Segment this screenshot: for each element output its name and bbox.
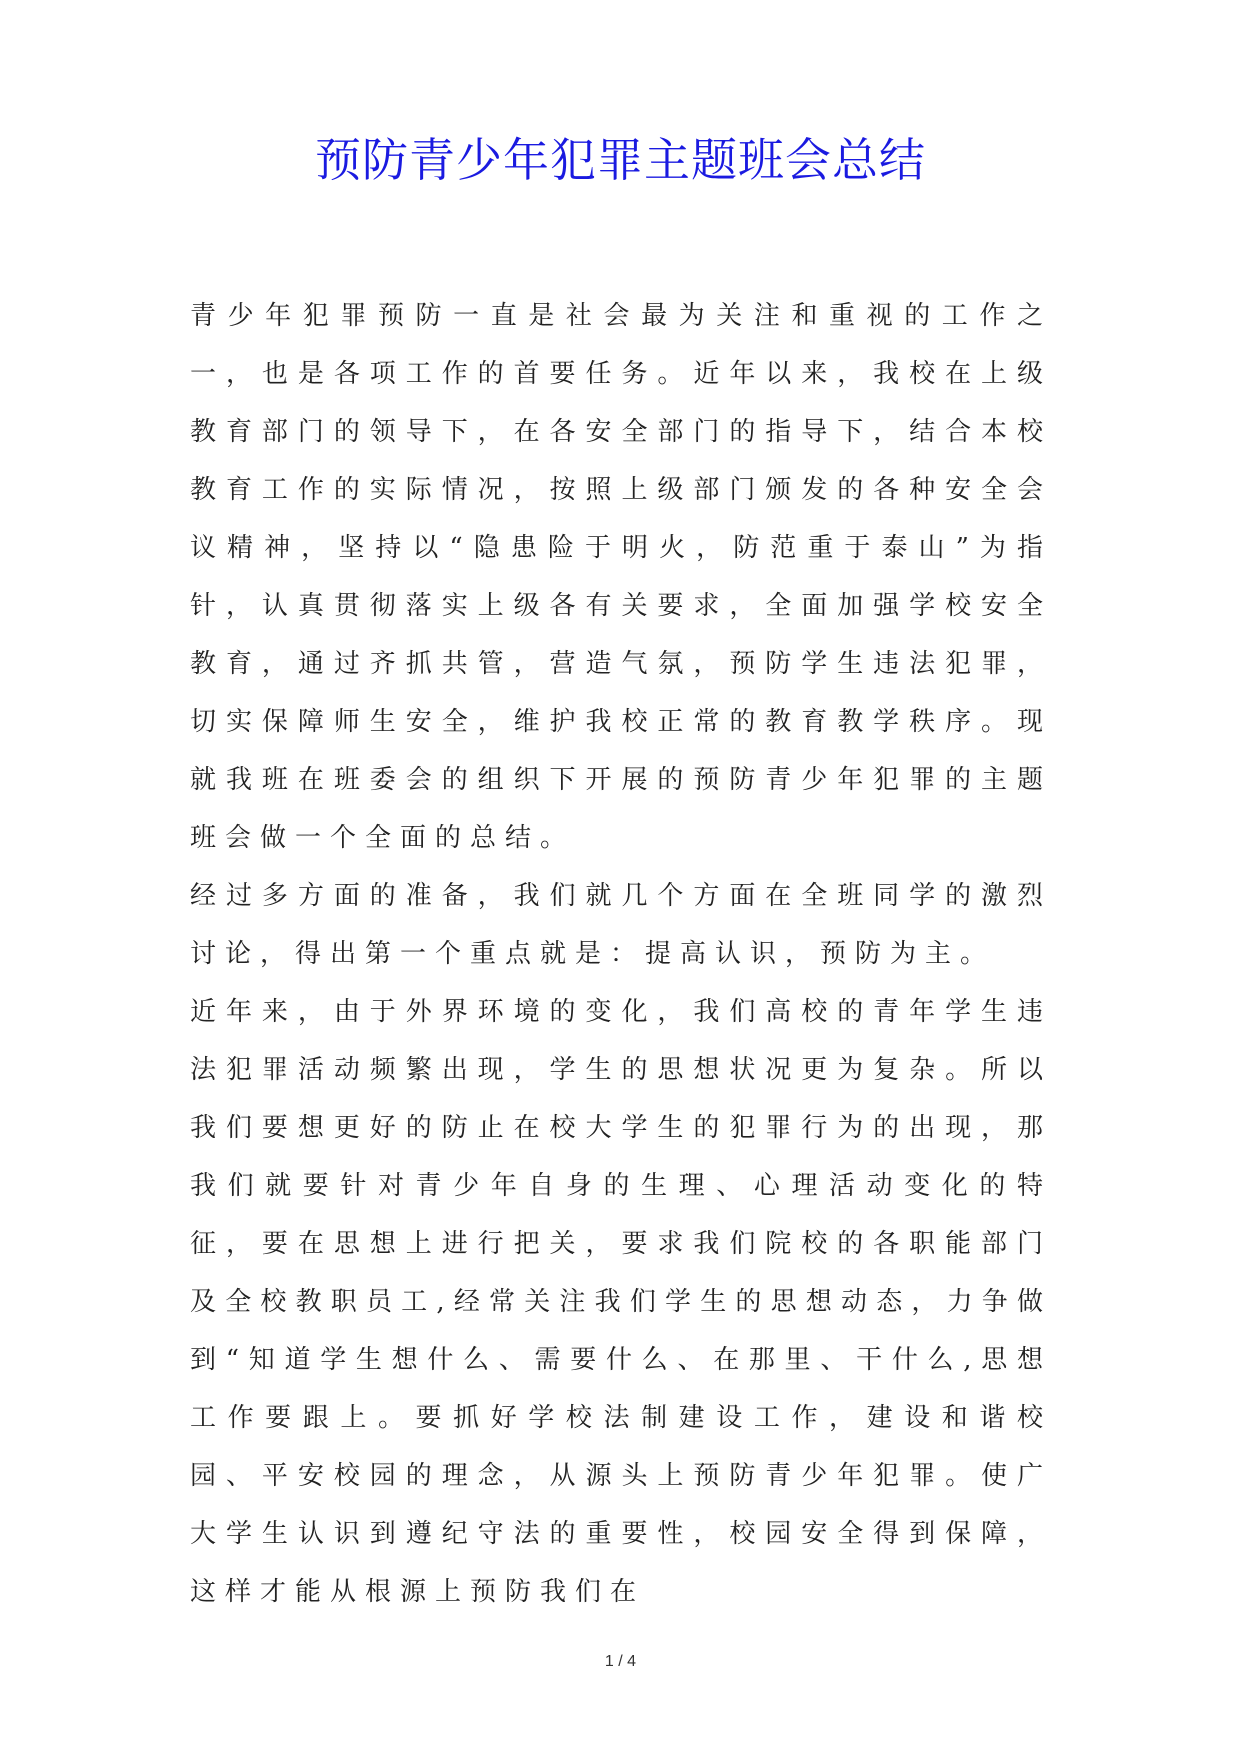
body-paragraph: 近年来，由于外界环境的变化，我们高校的青年学生违法犯罪活动频繁出现，学生的思想状况更为复杂。所以我们要想更好的防止在校大学生的犯罪行为的出现，那我们就要针对青少年自身的生理、心理活动变化的特征，要在思想上进行把关，要求我们院校的各职能部门及全校教职员工,经常关注我们学生的思想动态，力争做到“知道学生想什么、需要什么、在那里、干什么,思想工作要跟上。要抓好学校法制建设工作，建设和谐校园、平安校园的理念，从源头上预防青少年犯罪。使广大学生认识到遵纪守法的重要性，校园安全得到保障，这样才能从根源上预防我们在 <box>190 997 1052 1607</box>
body-paragraph: 青少年犯罪预防一直是社会最为关注和重视的工作之一，也是各项工作的首要任务。近年以来，我校在上级教育部门的领导下，在各安全部门的指导下，结合本校教育工作的实际情况，按照上级部门颁发的各种安全会议精神，坚持以“隐患险于明火，防范重于泰山”为指针，认真贯彻落实上级各有关要求，全面加强学校安全教育，通过齐抓共管，营造气氛，预防学生违法犯罪，切实保障师生安全，维护我校正常的教育教学秩序。现就我班在班委会的组织下开展的预防青少年犯罪的主题班会做一个全面的总结。 <box>190 301 1052 853</box>
document-body <box>190 287 1052 1621</box>
document-title: 预防青少年犯罪主题班会总结 <box>315 133 926 187</box>
body-paragraph: 经过多方面的准备，我们就几个方面在全班同学的激烈讨论，得出第一个重点就是：提高认识，预防为主。 <box>190 881 1052 969</box>
page-number: 1 / 4 <box>604 1653 637 1670</box>
